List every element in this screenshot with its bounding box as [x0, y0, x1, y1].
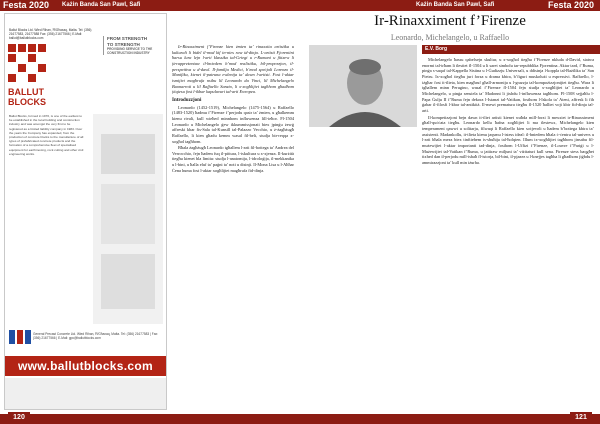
gpc-text: General Precast Concrete Ltd. Wied Rihan, Ħ/Għaxaq, Malta. Tel: (356) 21677583 | Fax: (356) 21677566 | E-Mail: gpc@ballutblocks.com [33, 332, 158, 340]
intro-heading: Introduzzjoni [172, 97, 202, 103]
left-footer-bar [0, 414, 300, 424]
article-title: Ir-Rinaxximent f’Firenze [374, 13, 526, 29]
ad-slogan [103, 36, 167, 55]
right-page [300, 0, 600, 424]
ad-slogan-line2: TO STRENGTH [107, 41, 140, 47]
left-article-column [172, 44, 294, 414]
right-header-bar [300, 0, 600, 11]
author-photo [309, 45, 417, 127]
article-subtitle: Leonardo, Michelangelo, u Raffaello [390, 33, 510, 42]
ad-website[interactable]: www.ballutblocks.com [5, 356, 166, 376]
ad-description: Ballut Blocks, formed in 1970, is one of the earliest to be established in the local building and construction industry and was amongst the very first to be registered as a limited liability company in 1983. Over the years the Company has expanded, from the production of concrete blocks to the manufacture of all types of prefabricated concrete products and the formation of a comprehensive fleet of specialised equipment for earthmoving, rock cutting and other civil engineering works. [9, 114, 84, 156]
left-header-festa: Festa 2020 [3, 0, 50, 10]
left-page-number: 120 [8, 412, 30, 424]
ad-bottom-image [5, 378, 166, 410]
paragraph-1: Leonardo (1452-1519), Michelangelo (1475-1564) u Raffaello (1483-1520) ħadmu f’Firenze f’perjodu qasir ta’ żmien, u għalkemm kienu rivali, kull wieħed minnhom influwenza lill-ieħor. Fl-1504 Leonardo u Michelangelo ġew ikkummissjonati biex jpinġu żewġ affreski kbar fis-Sala tal-Kunsill tal-Palazzo Vecchio, u ż-żagħżugħ Raffaello, li kien għadu kemm wasal fil-belt, studja bir-reqqa x-xogħol tagħhom. [172, 104, 294, 144]
article-byline: E.V. Borg [422, 45, 600, 54]
right-article-column [422, 57, 594, 414]
ad-slogan-line1: FROM STRENGTH [107, 36, 148, 41]
right-page-number: 121 [570, 412, 592, 424]
right-paragraph-2: Il-kompetizzjoni bejn dawn it-tliet artisti kienet waħda mill-forzi li mexxiet ir-Rinaxximent għall-quċċata tiegħu. Leonardo kellu ħafna xogħlijiet li ma tlestewx, Michelangelo kien temperament qawwi u solitarju, filwaqt li Raffaello kien soċjevoli u ħadem b’bottega kbira ta’ assistenti. Madankollu, it-tlieta kienu jaqsmu l-istess ideal: il-bniedem bħala ċ-ċentru tal-univers u l-arti bħala mezz biex tinftiehem is-sbuħija tal-ħolqien. Illum ix-xogħlijiet tagħhom jinsabu fil-mużewijiet l-aktar importanti tad-dinja, fosthom l-Uffizi f’Firenze, il-Louvre f’Pariġi u l-Mużewijiet tal-Vatikan f’Ruma, u jattiraw miljuni ta’ viżitaturi kull sena. Firenze stess baqgħet tixhed dan il-perjodu mill-isbaħ fl-istorja, bil-bini, il-pjazez u l-knejjes tagħha li għadhom jiġbdu l-ammirazzjoni ta’ kull min iżurha. [422, 114, 594, 165]
ad-brand-line2: BLOCKS [8, 97, 46, 107]
ad-image-area [93, 114, 163, 324]
left-header-name: Każin Banda San Pawl, Safi [62, 2, 141, 8]
paragraph-2: Bħala żagħżugħ Leonardo tgħallem l-arti fil-bottega ta’ Andrea del Verrocchio, fejn ħadem fuq il-pittura, l-iskultura u x-xjenza. Il-kurżità tiegħu kienet bla limitu: studja l-anatomija, l-idroloġija, il-mekkanika u l-bini, u ħalla eluf ta’ paġni ta’ noti u disinji. Il-Mona Lisa u l-Aħħar Ċena huma fost l-aktar xogħlijiet magħrufa fid-dinja. [172, 145, 294, 173]
ad-brand [8, 87, 68, 107]
intro-paragraph: Ir-Rinaxximent f’Firenze kien żmien ta’ rinaxxita artistika u kulturali li bidel il-mod kif in-nies raw id-dinja. L-artisti Fjorentini ħarsu lura lejn l-arti klassika tal-Griegi u r-Rumani u fittxew li jirrappreżentaw il-bniedem b’mod realistiku, bil-proporzjon, il-perspettiva u d-dawl. Il-familja Medici, b’mod speċjali Lorenzo il-Manifiku, kienet il-patruna ewlenija ta’ dawn l-artisti. Fost l-aktar ismijiet magħrufa nsibu lil Leonardo da Vinci, lil Michelangelo Buonarroti u lil Raffaello Sanzio, li x-xogħlijiet tagħhom għadhom jitqiesu fost l-ikbar kapulavuri tal-arti Ewropea. [172, 44, 294, 95]
ad-slogan-sub: PROVIDING SERVICE TO THE CONSTRUCTION INDUSTRY [107, 47, 153, 56]
ad-brand-line1: BALLUT [8, 87, 44, 97]
ballut-blocks-advert [4, 13, 167, 410]
right-paragraph-1: Michelangelo ħassu qabelxejn skultur, u x-xogħol tiegħu f’Firenze nkluda d-David, statwa enormi tal-irħam li tlestiet fl-1504 u li saret simbolu tar-repubblika Fjorentina. Aktar tard, f’Ruma, pinġa s-saqaf tal-Kappella Sistina u l-Ġudizzju Universali, u ddisinja l-koppla tal-Bażilika ta’ San Pietru. Ix-xogħol tiegħu juri forza u drama kbira, b’figuri muskolużi u espressivi. Raffaello, l-iżgħar fost it-tlieta, kien magħruf għall-armonija u l-grazzja tal-kompożizzjonijiet tiegħu. Wara li tgħallem minn Perugino, wasal f’Firenze fl-1504 fejn studja x-xogħlijiet ta’ Leonardo u Michelangelo, u pinġa sensiela ta’ Madonni li jixhdu l-influwenza tagħhom. Fl-1508 sejjaħlu l-Papa Ġulju II f’Ruma fejn dekora l-Istanzi tal-Vatikan, fosthom l-Iskola ta’ Ateni, affresk li fih ġabar il-filosfi l-kbar tal-antikità. Il-mewt prematura tiegħu fl-1520 ħalliet vojt kbir fid-dinja tal-arti. [422, 57, 594, 113]
right-footer-bar [300, 414, 600, 424]
left-header-bar [0, 0, 300, 11]
right-header-festa: Festa 2020 [548, 0, 595, 10]
ad-contact: Ballut Blocks Ltd. Wied Rihan, Ħ/Għaxaq, Malta. Tel: (356) 21677583, 21677588 Fax: (356) 21677566 | E-Mail: ballut@ballutblocks.com [9, 28, 92, 40]
right-page-left-column [309, 132, 417, 414]
gpc-logo-icon [9, 330, 31, 344]
right-header-name: Każin Banda San Pawl, Safi [416, 2, 495, 8]
